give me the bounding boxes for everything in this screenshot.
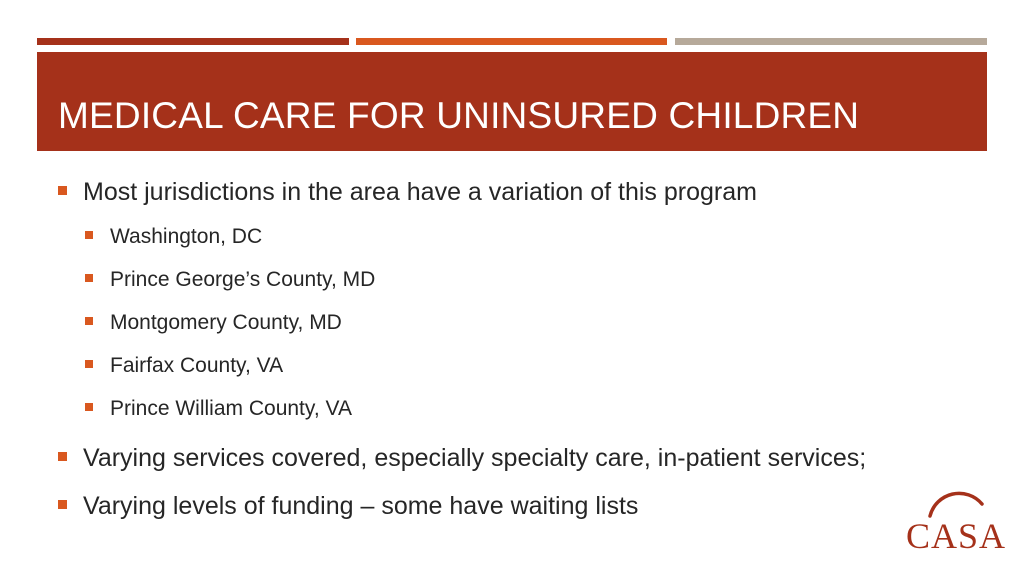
square-bullet-icon [85, 274, 93, 282]
bullet-text: Varying services covered, especially specialty care, in-patient services; [83, 444, 867, 472]
accent-stripe-right [675, 38, 987, 45]
sub-bullet-text: Washington, DC [110, 225, 263, 248]
accent-stripe-middle [356, 38, 667, 45]
title-bar [37, 52, 987, 151]
sub-bullet-item [58, 344, 958, 387]
logo-wordmark: CASA [905, 516, 1007, 556]
sub-bullet-item [58, 258, 958, 301]
bullet-text: Varying levels of funding – some have waiting lists [83, 492, 639, 520]
sub-bullet-item [58, 301, 958, 344]
square-bullet-icon [58, 500, 67, 509]
sub-bullet-text: Fairfax County, VA [110, 354, 284, 377]
square-bullet-icon [58, 186, 67, 195]
square-bullet-icon [85, 403, 93, 411]
sub-bullet-item [58, 215, 958, 258]
square-bullet-icon [85, 360, 93, 368]
square-bullet-icon [85, 317, 93, 325]
sub-bullet-text: Prince George’s County, MD [110, 268, 376, 291]
bullet-item [58, 438, 958, 478]
slide-title: MEDICAL CARE FOR UNINSURED CHILDREN [58, 94, 860, 136]
casa-arc-logo-icon [898, 488, 1014, 556]
sub-bullet-text: Montgomery County, MD [110, 311, 342, 334]
casa-logo [898, 488, 1014, 556]
square-bullet-icon [58, 452, 67, 461]
bullet-text: Most jurisdictions in the area have a variation of this program [83, 178, 757, 206]
sub-bullet-item [58, 387, 958, 430]
bullet-item [58, 486, 958, 526]
bullet-list [58, 172, 958, 526]
bullet-item [58, 172, 958, 212]
accent-stripe-left [37, 38, 349, 45]
sub-bullet-text: Prince William County, VA [110, 397, 352, 420]
square-bullet-icon [85, 231, 93, 239]
